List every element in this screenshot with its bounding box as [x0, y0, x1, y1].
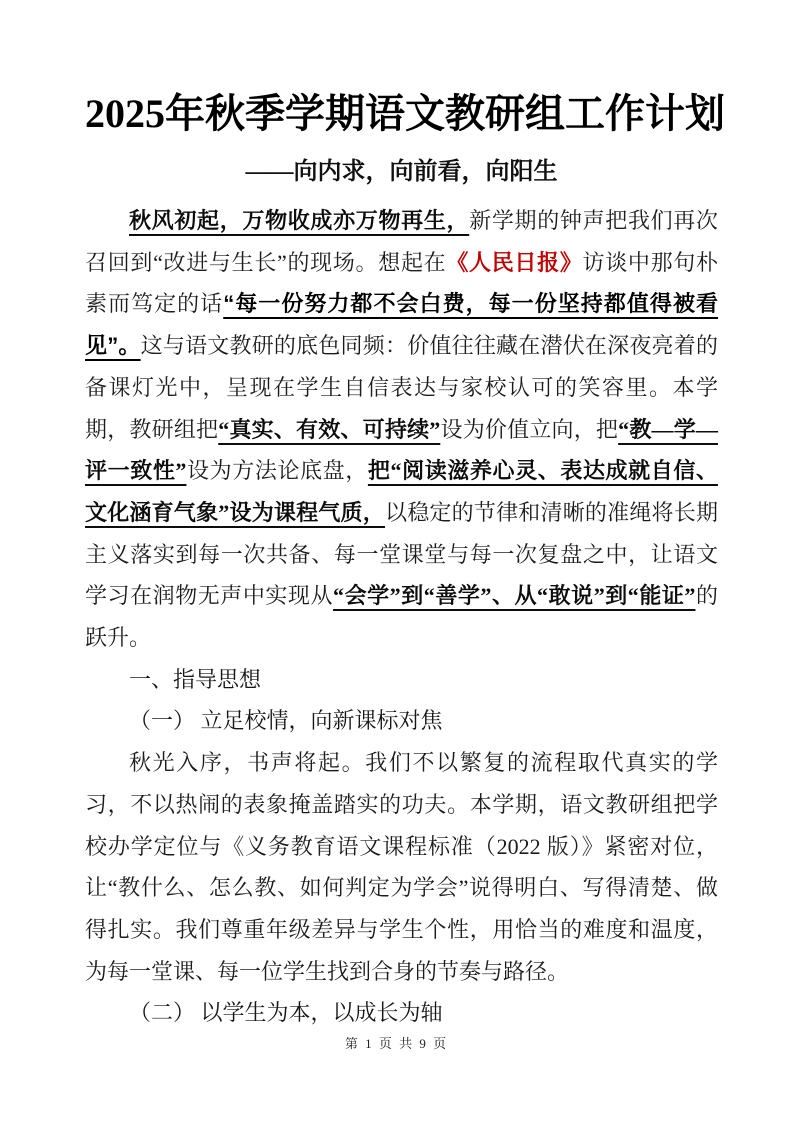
page-footer: 第 1 页 共 9 页	[344, 1036, 449, 1051]
text-run-normal: 新学期的钟声把我们再次召回到“改进与生长”的现场。想起在	[85, 208, 718, 275]
document-subtitle: ——向内求，向前看，向阳生	[245, 159, 558, 185]
text-run-kai-bold-underline: “真实、有效、可持续”	[218, 416, 441, 442]
paragraph-1-1	[85, 742, 718, 992]
text-run-normal: 秋光入序，书声将起。我们不以繁复的流程取代真实的学习，不以热闹的表象掩盖踏实的功夫。本学期，语文教研组把学校办学定位与《义务教育语文课程标准（2022 版）》紧密对位，让“教什么、怎么教、如何判定为学会”说得明白、写得清楚、做得扎实。我们尊重年级差异与学生个性，用恰当的难度和温度，为每一堂课、每一位学生找到合身的节奏与路径。	[85, 750, 718, 984]
text-run-normal: 设为价值立向，把	[440, 416, 619, 442]
document-title: 2025年秋季学期语文教研组工作计划	[85, 91, 725, 136]
text-run-red-bold: 《人民日报》	[446, 249, 583, 275]
intro-paragraph	[85, 200, 718, 659]
text-run-kai-bold-underline: “教—学—评一致性”	[85, 416, 718, 484]
subsection-heading-1-1	[85, 700, 718, 742]
text-run-normal: （一） 立足校情，向新课标对焦	[129, 708, 443, 734]
document-body	[85, 200, 718, 1034]
text-run-normal: 设为方法论底盘，	[186, 458, 368, 484]
subsection-heading-1-2	[85, 992, 718, 1034]
text-run-kai-bold-underline: 把“阅读滋养心灵、表达成就自信、文化涵育气象”设为课程气质，	[85, 458, 718, 525]
text-run-kai-bold-underline: 秋风初起，万物收成亦万物再生，	[129, 208, 470, 233]
section-heading-1	[85, 659, 718, 701]
text-run-kai-bold-underline: “会学”到“善学”、从“敢说”到“能证”	[333, 583, 696, 609]
text-run-hei-bold-underline: “每一份努力都不会白费，每一份坚持都值得被看见”。	[85, 291, 718, 359]
text-run-normal: 这与语文教研的底色同频：价值往往藏在潜伏在深夜亮着的备课灯光中，呈现在学生自信表达与家校认可的笑容里。本学期，教研组把	[85, 333, 718, 442]
text-run-normal: 的跃升。	[85, 583, 718, 651]
text-run-normal: 一、指导思想	[129, 666, 262, 692]
text-run-normal: 访谈中那句朴素而笃定的话	[85, 249, 718, 317]
text-run-normal: 以稳定的节律和清晰的准绳将长期主义落实到每一次共备、每一堂课堂与每一次复盘之中，让语文学习在润物无声中实现从	[85, 499, 718, 609]
text-run-normal: （二） 以学生为本，以成长为轴	[129, 1000, 443, 1026]
